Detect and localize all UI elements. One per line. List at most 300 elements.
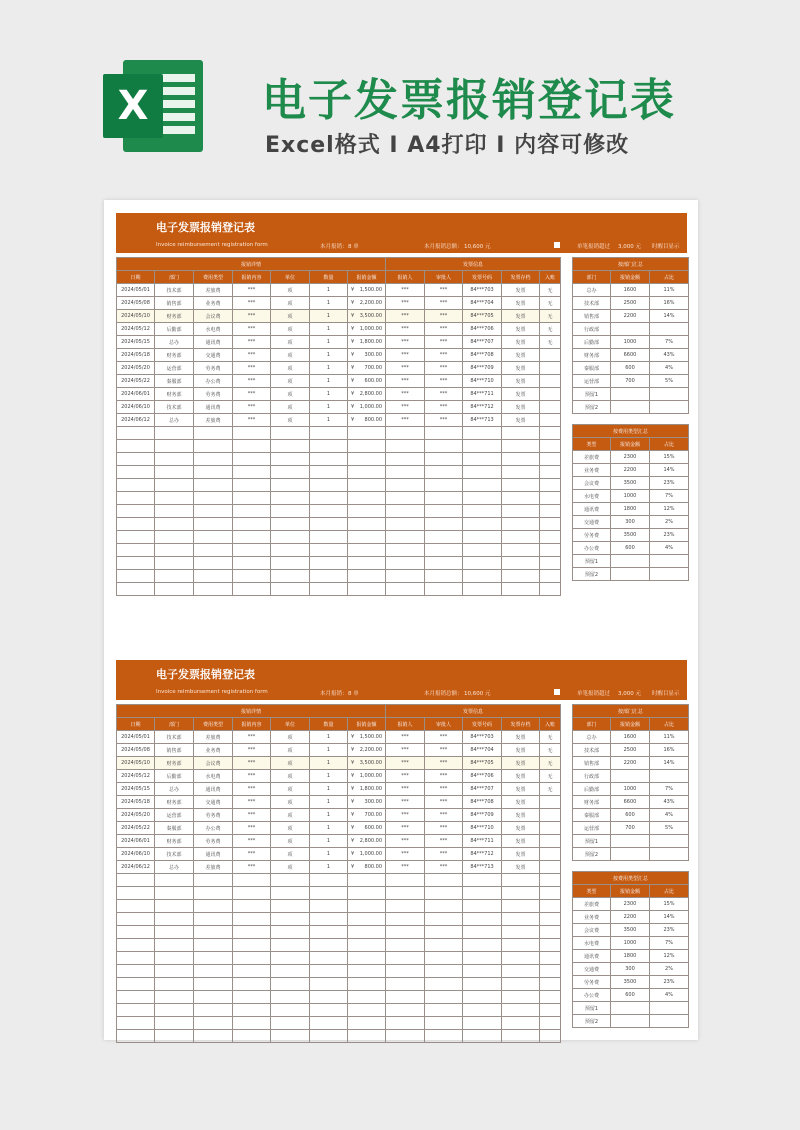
cell-date[interactable]: 2024/05/10: [117, 310, 155, 323]
empty-cell[interactable]: [348, 1017, 386, 1030]
cell-content[interactable]: ***: [233, 809, 271, 822]
summary-cell[interactable]: [650, 835, 689, 848]
empty-cell[interactable]: [155, 913, 194, 926]
summary-cell[interactable]: 1000: [611, 336, 650, 349]
cell-approver[interactable]: ***: [425, 757, 463, 770]
cell-archive[interactable]: 发票: [502, 310, 540, 323]
cell-dept[interactable]: 运营部: [155, 809, 194, 822]
cell-posted[interactable]: [540, 835, 561, 848]
summary-cell[interactable]: 23%: [650, 976, 689, 989]
empty-cell[interactable]: [271, 492, 310, 505]
empty-cell[interactable]: [117, 939, 155, 952]
cell-amount[interactable]: [348, 284, 386, 297]
cell-amount[interactable]: [348, 731, 386, 744]
summary-cell[interactable]: 1800: [611, 950, 650, 963]
cell-content[interactable]: ***: [233, 848, 271, 861]
empty-cell[interactable]: [502, 505, 540, 518]
empty-cell[interactable]: [271, 926, 310, 939]
summary-cell[interactable]: 总办: [573, 731, 611, 744]
summary-cell[interactable]: 3500: [611, 976, 650, 989]
empty-cell[interactable]: [117, 505, 155, 518]
summary-cell[interactable]: 7%: [650, 937, 689, 950]
empty-cell[interactable]: [425, 466, 463, 479]
empty-cell[interactable]: [425, 427, 463, 440]
empty-cell[interactable]: [233, 453, 271, 466]
cell-approver[interactable]: ***: [425, 835, 463, 848]
cell-claimant[interactable]: ***: [386, 349, 425, 362]
empty-cell[interactable]: [425, 518, 463, 531]
cell-date[interactable]: 2024/05/22: [117, 822, 155, 835]
empty-cell[interactable]: [310, 939, 348, 952]
empty-cell[interactable]: [386, 874, 425, 887]
empty-cell[interactable]: [463, 887, 502, 900]
cell-date[interactable]: 2024/05/18: [117, 796, 155, 809]
empty-cell[interactable]: [155, 939, 194, 952]
cell-date[interactable]: 2024/06/12: [117, 861, 155, 874]
cell-posted[interactable]: [540, 414, 561, 427]
cell-posted[interactable]: [540, 861, 561, 874]
empty-cell[interactable]: [155, 570, 194, 583]
empty-cell[interactable]: [386, 926, 425, 939]
cell-posted[interactable]: 无: [540, 323, 561, 336]
summary-cell[interactable]: 700: [611, 375, 650, 388]
empty-cell[interactable]: [233, 531, 271, 544]
summary-cell[interactable]: 1600: [611, 284, 650, 297]
empty-cell[interactable]: [502, 991, 540, 1004]
empty-cell[interactable]: [117, 1017, 155, 1030]
cell-type[interactable]: 通讯费: [194, 848, 233, 861]
cell-content[interactable]: ***: [233, 284, 271, 297]
empty-cell[interactable]: [117, 427, 155, 440]
empty-cell[interactable]: [310, 1030, 348, 1043]
empty-cell[interactable]: [155, 952, 194, 965]
empty-cell[interactable]: [425, 952, 463, 965]
empty-cell[interactable]: [310, 1004, 348, 1017]
cell-posted[interactable]: [540, 796, 561, 809]
cell-archive[interactable]: 发票: [502, 375, 540, 388]
summary-cell[interactable]: 水电费: [573, 490, 611, 503]
cell-qty[interactable]: 1: [310, 744, 348, 757]
cell-posted[interactable]: [540, 349, 561, 362]
cell-content[interactable]: ***: [233, 310, 271, 323]
empty-cell[interactable]: [155, 965, 194, 978]
cell-content[interactable]: ***: [233, 731, 271, 744]
empty-cell[interactable]: [425, 531, 463, 544]
empty-cell[interactable]: [386, 978, 425, 991]
cell-invoice[interactable]: 84***709: [463, 809, 502, 822]
empty-cell[interactable]: [117, 991, 155, 1004]
cell-qty[interactable]: 1: [310, 310, 348, 323]
cell-invoice[interactable]: 84***703: [463, 284, 502, 297]
empty-cell[interactable]: [310, 505, 348, 518]
cell-approver[interactable]: ***: [425, 388, 463, 401]
cell-type[interactable]: 差旅费: [194, 731, 233, 744]
cell-archive[interactable]: 发票: [502, 731, 540, 744]
cell-claimant[interactable]: ***: [386, 809, 425, 822]
cell-amount[interactable]: [348, 362, 386, 375]
summary-cell[interactable]: 700: [611, 822, 650, 835]
summary-cell[interactable]: 600: [611, 362, 650, 375]
cell-amount[interactable]: [348, 822, 386, 835]
cell-qty[interactable]: 1: [310, 796, 348, 809]
empty-cell[interactable]: [233, 913, 271, 926]
cell-invoice[interactable]: 84***710: [463, 375, 502, 388]
cell-archive[interactable]: 发票: [502, 770, 540, 783]
empty-cell[interactable]: [425, 887, 463, 900]
empty-cell[interactable]: [425, 965, 463, 978]
cell-content[interactable]: ***: [233, 822, 271, 835]
cell-claimant[interactable]: ***: [386, 362, 425, 375]
cell-unit[interactable]: 项: [271, 284, 310, 297]
summary-cell[interactable]: 差旅费: [573, 898, 611, 911]
summary-cell[interactable]: 11%: [650, 284, 689, 297]
empty-cell[interactable]: [194, 887, 233, 900]
cell-posted[interactable]: 无: [540, 757, 561, 770]
empty-cell[interactable]: [271, 900, 310, 913]
summary-cell[interactable]: 2500: [611, 744, 650, 757]
empty-cell[interactable]: [502, 518, 540, 531]
empty-cell[interactable]: [540, 887, 561, 900]
empty-cell[interactable]: [502, 544, 540, 557]
cell-date[interactable]: 2024/06/01: [117, 835, 155, 848]
empty-cell[interactable]: [117, 965, 155, 978]
empty-cell[interactable]: [386, 492, 425, 505]
cell-content[interactable]: ***: [233, 388, 271, 401]
empty-cell[interactable]: [310, 518, 348, 531]
cell-type[interactable]: 会议费: [194, 757, 233, 770]
summary-cell[interactable]: 12%: [650, 950, 689, 963]
empty-cell[interactable]: [348, 952, 386, 965]
cell-amount[interactable]: [348, 336, 386, 349]
empty-cell[interactable]: [463, 978, 502, 991]
cell-type[interactable]: 劳务费: [194, 388, 233, 401]
empty-cell[interactable]: [386, 1017, 425, 1030]
summary-cell[interactable]: [650, 555, 689, 568]
empty-cell[interactable]: [310, 531, 348, 544]
cell-content[interactable]: ***: [233, 349, 271, 362]
empty-cell[interactable]: [463, 991, 502, 1004]
cell-type[interactable]: 业务费: [194, 297, 233, 310]
summary-cell[interactable]: 23%: [650, 529, 689, 542]
empty-cell[interactable]: [502, 583, 540, 596]
empty-cell[interactable]: [425, 900, 463, 913]
empty-cell[interactable]: [348, 544, 386, 557]
cell-unit[interactable]: 项: [271, 297, 310, 310]
cell-approver[interactable]: ***: [425, 401, 463, 414]
empty-cell[interactable]: [463, 913, 502, 926]
empty-cell[interactable]: [463, 939, 502, 952]
cell-qty[interactable]: 1: [310, 414, 348, 427]
empty-cell[interactable]: [271, 518, 310, 531]
empty-cell[interactable]: [425, 1004, 463, 1017]
empty-cell[interactable]: [271, 1017, 310, 1030]
summary-cell[interactable]: 秦服部: [573, 809, 611, 822]
empty-cell[interactable]: [463, 570, 502, 583]
empty-cell[interactable]: [194, 874, 233, 887]
summary-cell[interactable]: 1000: [611, 490, 650, 503]
empty-cell[interactable]: [155, 1017, 194, 1030]
empty-cell[interactable]: [233, 926, 271, 939]
cell-dept[interactable]: 后勤部: [155, 770, 194, 783]
empty-cell[interactable]: [425, 874, 463, 887]
empty-cell[interactable]: [425, 939, 463, 952]
cell-amount[interactable]: [348, 310, 386, 323]
empty-cell[interactable]: [233, 1030, 271, 1043]
cell-approver[interactable]: ***: [425, 310, 463, 323]
cell-qty[interactable]: 1: [310, 861, 348, 874]
empty-cell[interactable]: [233, 544, 271, 557]
cell-unit[interactable]: 项: [271, 349, 310, 362]
cell-posted[interactable]: 无: [540, 336, 561, 349]
empty-cell[interactable]: [155, 557, 194, 570]
empty-cell[interactable]: [425, 583, 463, 596]
empty-cell[interactable]: [155, 978, 194, 991]
cell-posted[interactable]: [540, 822, 561, 835]
cell-dept[interactable]: 后勤部: [155, 323, 194, 336]
summary-cell[interactable]: 后勤部: [573, 336, 611, 349]
summary-cell[interactable]: 14%: [650, 464, 689, 477]
summary-cell[interactable]: 交通费: [573, 516, 611, 529]
summary-cell[interactable]: 预留1: [573, 1002, 611, 1015]
empty-cell[interactable]: [540, 1004, 561, 1017]
empty-cell[interactable]: [386, 440, 425, 453]
cell-invoice[interactable]: 84***712: [463, 848, 502, 861]
empty-cell[interactable]: [271, 978, 310, 991]
empty-cell[interactable]: [155, 583, 194, 596]
cell-qty[interactable]: 1: [310, 848, 348, 861]
empty-cell[interactable]: [386, 544, 425, 557]
empty-cell[interactable]: [386, 1030, 425, 1043]
summary-cell[interactable]: 行政部: [573, 323, 611, 336]
cell-approver[interactable]: ***: [425, 783, 463, 796]
empty-cell[interactable]: [348, 466, 386, 479]
cell-claimant[interactable]: ***: [386, 310, 425, 323]
summary-cell[interactable]: 预留1: [573, 388, 611, 401]
empty-cell[interactable]: [386, 479, 425, 492]
empty-cell[interactable]: [194, 440, 233, 453]
cell-claimant[interactable]: ***: [386, 297, 425, 310]
cell-archive[interactable]: 发票: [502, 388, 540, 401]
empty-cell[interactable]: [463, 1017, 502, 1030]
cell-unit[interactable]: 项: [271, 770, 310, 783]
cell-posted[interactable]: 无: [540, 744, 561, 757]
cell-archive[interactable]: 发票: [502, 744, 540, 757]
cell-archive[interactable]: 发票: [502, 401, 540, 414]
cell-date[interactable]: 2024/05/08: [117, 744, 155, 757]
summary-cell[interactable]: 300: [611, 963, 650, 976]
empty-cell[interactable]: [310, 492, 348, 505]
empty-cell[interactable]: [386, 900, 425, 913]
cell-type[interactable]: 差旅费: [194, 284, 233, 297]
empty-cell[interactable]: [117, 583, 155, 596]
summary-cell[interactable]: 5%: [650, 822, 689, 835]
empty-cell[interactable]: [540, 466, 561, 479]
cell-posted[interactable]: 无: [540, 731, 561, 744]
empty-cell[interactable]: [155, 479, 194, 492]
summary-cell[interactable]: [650, 568, 689, 581]
cell-date[interactable]: 2024/06/12: [117, 414, 155, 427]
cell-claimant[interactable]: ***: [386, 323, 425, 336]
empty-cell[interactable]: [194, 913, 233, 926]
summary-cell[interactable]: 预留1: [573, 835, 611, 848]
cell-date[interactable]: 2024/05/12: [117, 323, 155, 336]
summary-cell[interactable]: 14%: [650, 310, 689, 323]
empty-cell[interactable]: [348, 531, 386, 544]
cell-claimant[interactable]: ***: [386, 783, 425, 796]
cell-claimant[interactable]: ***: [386, 388, 425, 401]
empty-cell[interactable]: [502, 952, 540, 965]
cell-approver[interactable]: ***: [425, 731, 463, 744]
cell-invoice[interactable]: 84***707: [463, 336, 502, 349]
empty-cell[interactable]: [194, 427, 233, 440]
cell-archive[interactable]: 发票: [502, 809, 540, 822]
empty-cell[interactable]: [540, 453, 561, 466]
summary-cell[interactable]: 预留2: [573, 848, 611, 861]
cell-type[interactable]: 通讯费: [194, 336, 233, 349]
empty-cell[interactable]: [310, 466, 348, 479]
cell-posted[interactable]: [540, 809, 561, 822]
summary-cell[interactable]: 差旅费: [573, 451, 611, 464]
empty-cell[interactable]: [271, 887, 310, 900]
cell-invoice[interactable]: 84***705: [463, 757, 502, 770]
summary-cell[interactable]: 通讯费: [573, 950, 611, 963]
empty-cell[interactable]: [386, 518, 425, 531]
empty-cell[interactable]: [502, 887, 540, 900]
empty-cell[interactable]: [271, 505, 310, 518]
summary-cell[interactable]: 1600: [611, 731, 650, 744]
summary-cell[interactable]: [650, 323, 689, 336]
empty-cell[interactable]: [463, 479, 502, 492]
empty-cell[interactable]: [233, 978, 271, 991]
limit-value[interactable]: 3,000 元: [618, 691, 641, 697]
empty-cell[interactable]: [386, 939, 425, 952]
cell-dept[interactable]: 销售部: [155, 744, 194, 757]
empty-cell[interactable]: [117, 570, 155, 583]
cell-dept[interactable]: 总办: [155, 861, 194, 874]
empty-cell[interactable]: [386, 531, 425, 544]
summary-cell[interactable]: 2%: [650, 963, 689, 976]
empty-cell[interactable]: [463, 1030, 502, 1043]
empty-cell[interactable]: [463, 557, 502, 570]
empty-cell[interactable]: [233, 557, 271, 570]
cell-unit[interactable]: 项: [271, 822, 310, 835]
cell-type[interactable]: 差旅费: [194, 861, 233, 874]
empty-cell[interactable]: [271, 991, 310, 1004]
cell-claimant[interactable]: ***: [386, 731, 425, 744]
cell-type[interactable]: 劳务费: [194, 809, 233, 822]
empty-cell[interactable]: [540, 492, 561, 505]
cell-claimant[interactable]: ***: [386, 336, 425, 349]
empty-cell[interactable]: [155, 1030, 194, 1043]
empty-cell[interactable]: [463, 544, 502, 557]
summary-cell[interactable]: 3500: [611, 477, 650, 490]
empty-cell[interactable]: [271, 1030, 310, 1043]
limit-value[interactable]: 3,000 元: [618, 244, 641, 250]
cell-type[interactable]: 会议费: [194, 310, 233, 323]
cell-dept[interactable]: 财务部: [155, 757, 194, 770]
cell-date[interactable]: 2024/05/01: [117, 731, 155, 744]
summary-cell[interactable]: [650, 1015, 689, 1028]
empty-cell[interactable]: [117, 479, 155, 492]
empty-cell[interactable]: [233, 1017, 271, 1030]
empty-cell[interactable]: [117, 557, 155, 570]
limit-checkbox[interactable]: [554, 242, 560, 248]
summary-cell[interactable]: [611, 1015, 650, 1028]
cell-date[interactable]: 2024/06/01: [117, 388, 155, 401]
empty-cell[interactable]: [271, 440, 310, 453]
empty-cell[interactable]: [155, 874, 194, 887]
empty-cell[interactable]: [540, 1017, 561, 1030]
empty-cell[interactable]: [155, 544, 194, 557]
empty-cell[interactable]: [463, 900, 502, 913]
empty-cell[interactable]: [310, 570, 348, 583]
summary-cell[interactable]: 预留1: [573, 555, 611, 568]
empty-cell[interactable]: [386, 952, 425, 965]
cell-claimant[interactable]: ***: [386, 848, 425, 861]
cell-posted[interactable]: 无: [540, 284, 561, 297]
cell-type[interactable]: 水电费: [194, 770, 233, 783]
summary-cell[interactable]: 水电费: [573, 937, 611, 950]
empty-cell[interactable]: [348, 991, 386, 1004]
empty-cell[interactable]: [386, 427, 425, 440]
cell-claimant[interactable]: ***: [386, 796, 425, 809]
cell-amount[interactable]: [348, 796, 386, 809]
empty-cell[interactable]: [348, 505, 386, 518]
empty-cell[interactable]: [463, 505, 502, 518]
cell-type[interactable]: 劳务费: [194, 835, 233, 848]
empty-cell[interactable]: [155, 900, 194, 913]
summary-cell[interactable]: [650, 848, 689, 861]
cell-approver[interactable]: ***: [425, 362, 463, 375]
empty-cell[interactable]: [502, 531, 540, 544]
cell-posted[interactable]: [540, 375, 561, 388]
empty-cell[interactable]: [502, 440, 540, 453]
summary-cell[interactable]: 1800: [611, 503, 650, 516]
empty-cell[interactable]: [117, 1030, 155, 1043]
summary-cell[interactable]: 3500: [611, 924, 650, 937]
empty-cell[interactable]: [233, 874, 271, 887]
empty-cell[interactable]: [348, 440, 386, 453]
empty-cell[interactable]: [194, 531, 233, 544]
empty-cell[interactable]: [271, 874, 310, 887]
cell-amount[interactable]: [348, 757, 386, 770]
empty-cell[interactable]: [233, 518, 271, 531]
summary-cell[interactable]: 5%: [650, 375, 689, 388]
cell-content[interactable]: ***: [233, 323, 271, 336]
cell-amount[interactable]: [348, 414, 386, 427]
empty-cell[interactable]: [348, 557, 386, 570]
empty-cell[interactable]: [155, 991, 194, 1004]
cell-qty[interactable]: 1: [310, 770, 348, 783]
summary-cell[interactable]: 技术部: [573, 744, 611, 757]
summary-cell[interactable]: [611, 835, 650, 848]
cell-approver[interactable]: ***: [425, 809, 463, 822]
empty-cell[interactable]: [348, 479, 386, 492]
cell-type[interactable]: 劳务费: [194, 362, 233, 375]
empty-cell[interactable]: [502, 453, 540, 466]
cell-invoice[interactable]: 84***711: [463, 835, 502, 848]
summary-cell[interactable]: 秦服部: [573, 362, 611, 375]
cell-content[interactable]: ***: [233, 796, 271, 809]
cell-posted[interactable]: 无: [540, 310, 561, 323]
cell-invoice[interactable]: 84***713: [463, 414, 502, 427]
summary-cell[interactable]: [611, 323, 650, 336]
summary-cell[interactable]: 6600: [611, 796, 650, 809]
cell-approver[interactable]: ***: [425, 822, 463, 835]
cell-qty[interactable]: 1: [310, 835, 348, 848]
summary-cell[interactable]: [650, 770, 689, 783]
summary-cell[interactable]: 2200: [611, 757, 650, 770]
